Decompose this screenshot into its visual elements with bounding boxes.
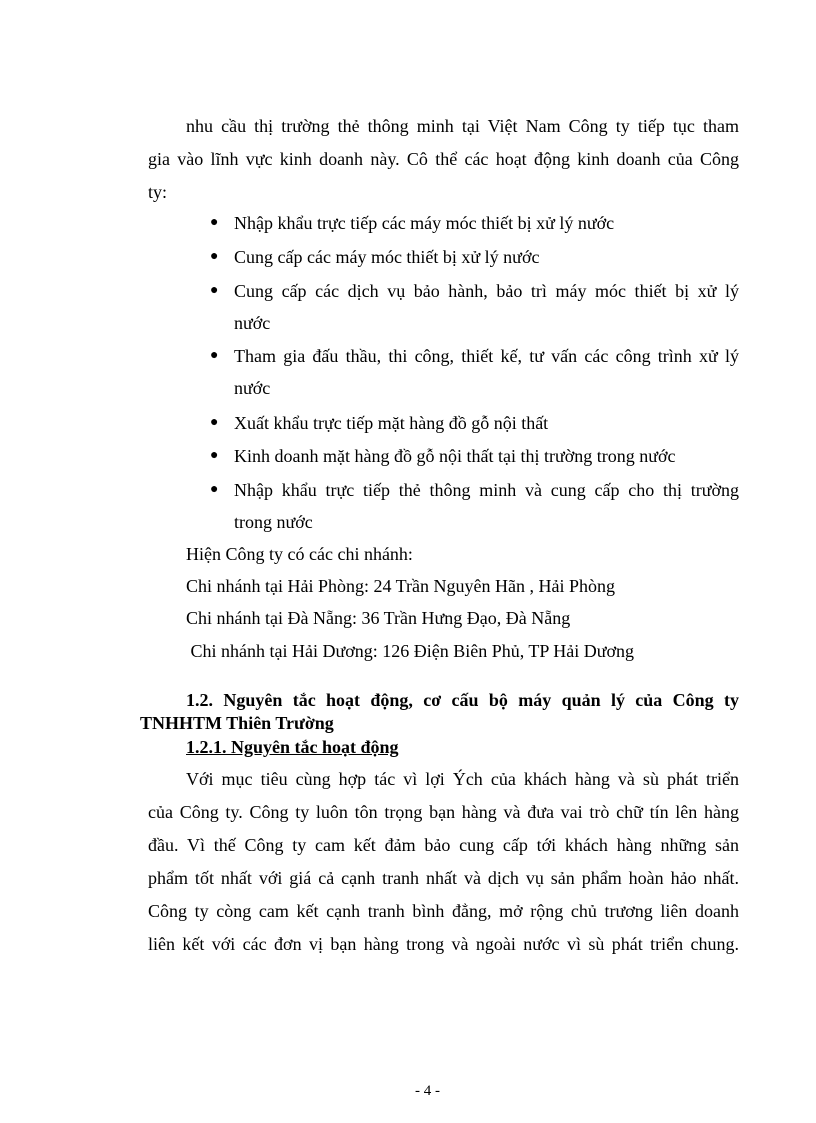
list-item: Cung cấp các dịch vụ bảo hành, bảo trì máy móc thiết bị xử lý bbox=[234, 281, 739, 301]
intro-line-1: nhu cầu thị trường thẻ thông minh tại Việt Nam Công ty tiếp tục tham bbox=[186, 116, 739, 136]
intro-line-2: gia vào lĩnh vực kinh doanh này. Cô thể các hoạt động kinh doanh của Công bbox=[148, 149, 739, 169]
bullet-icon: ● bbox=[210, 249, 219, 264]
list-item: Nhập khẩu trực tiếp thẻ thông minh và cung cấp cho thị trường bbox=[234, 480, 739, 500]
subsection-heading: 1.2.1. Nguyên tắc hoạt động bbox=[186, 737, 399, 757]
bullet-icon: ● bbox=[210, 348, 219, 363]
body-line: đầu. Vì thế Công ty cam kết đảm bảo cung cấp tới khách hàng những sản bbox=[148, 835, 739, 855]
bullet-icon: ● bbox=[210, 283, 219, 298]
body-line: liên kết với các đơn vị bạn hàng trong và ngoài nước vì sù phát triển chung. bbox=[148, 934, 739, 954]
list-item-continuation: nước bbox=[234, 313, 271, 333]
branch-item: Chi nhánh tại Đà Nẵng: 36 Trần Hưng Đạo, Đà Nẵng bbox=[186, 608, 571, 628]
intro-line-3: ty: bbox=[148, 182, 168, 202]
page-number: - 4 - bbox=[415, 1083, 440, 1099]
branch-item: Chi nhánh tại Hải Phòng: 24 Trần Nguyên Hãn , Hải Phòng bbox=[186, 576, 615, 596]
list-item: Cung cấp các máy móc thiết bị xử lý nước bbox=[234, 247, 540, 267]
list-item: Nhập khẩu trực tiếp các máy móc thiết bị xử lý nước bbox=[234, 213, 615, 233]
list-item-continuation: nước bbox=[234, 378, 271, 398]
body-line: Với mục tiêu cùng hợp tác vì lợi Ých của khách hàng và sù phát triển bbox=[186, 769, 739, 789]
body-line: của Công ty. Công ty luôn tôn trọng bạn hàng và đưa vai trò chữ tín lên hàng bbox=[148, 802, 739, 822]
bullet-icon: ● bbox=[210, 215, 219, 230]
body-line: Công ty còng cam kết cạnh tranh bình đẳng, mở rộng chủ trương liên doanh bbox=[148, 901, 739, 921]
branch-item: Chi nhánh tại Hải Dương: 126 Điện Biên Phủ, TP Hải Dương bbox=[186, 641, 635, 661]
list-item: Kinh doanh mặt hàng đồ gỗ nội thất tại thị trường trong nước bbox=[234, 446, 676, 466]
section-heading-line-2: TNHHTM Thiên Trường bbox=[140, 713, 334, 733]
section-heading-line-1: 1.2. Nguyên tắc hoạt động, cơ cấu bộ máy quản lý của Công ty bbox=[186, 690, 739, 710]
list-item-continuation: trong nước bbox=[234, 512, 313, 532]
list-item: Xuất khẩu trực tiếp mặt hàng đồ gỗ nội thất bbox=[234, 413, 549, 433]
list-item: Tham gia đấu thầu, thi công, thiết kế, tư vấn các công trình xử lý bbox=[234, 346, 739, 366]
bullet-icon: ● bbox=[210, 448, 219, 463]
bullet-icon: ● bbox=[210, 482, 219, 497]
branches-intro: Hiện Công ty có các chi nhánh: bbox=[186, 544, 413, 564]
bullet-icon: ● bbox=[210, 415, 219, 430]
body-line: phẩm tốt nhất với giá cả cạnh tranh nhất và dịch vụ sản phẩm hoàn hảo nhất. bbox=[148, 868, 739, 888]
